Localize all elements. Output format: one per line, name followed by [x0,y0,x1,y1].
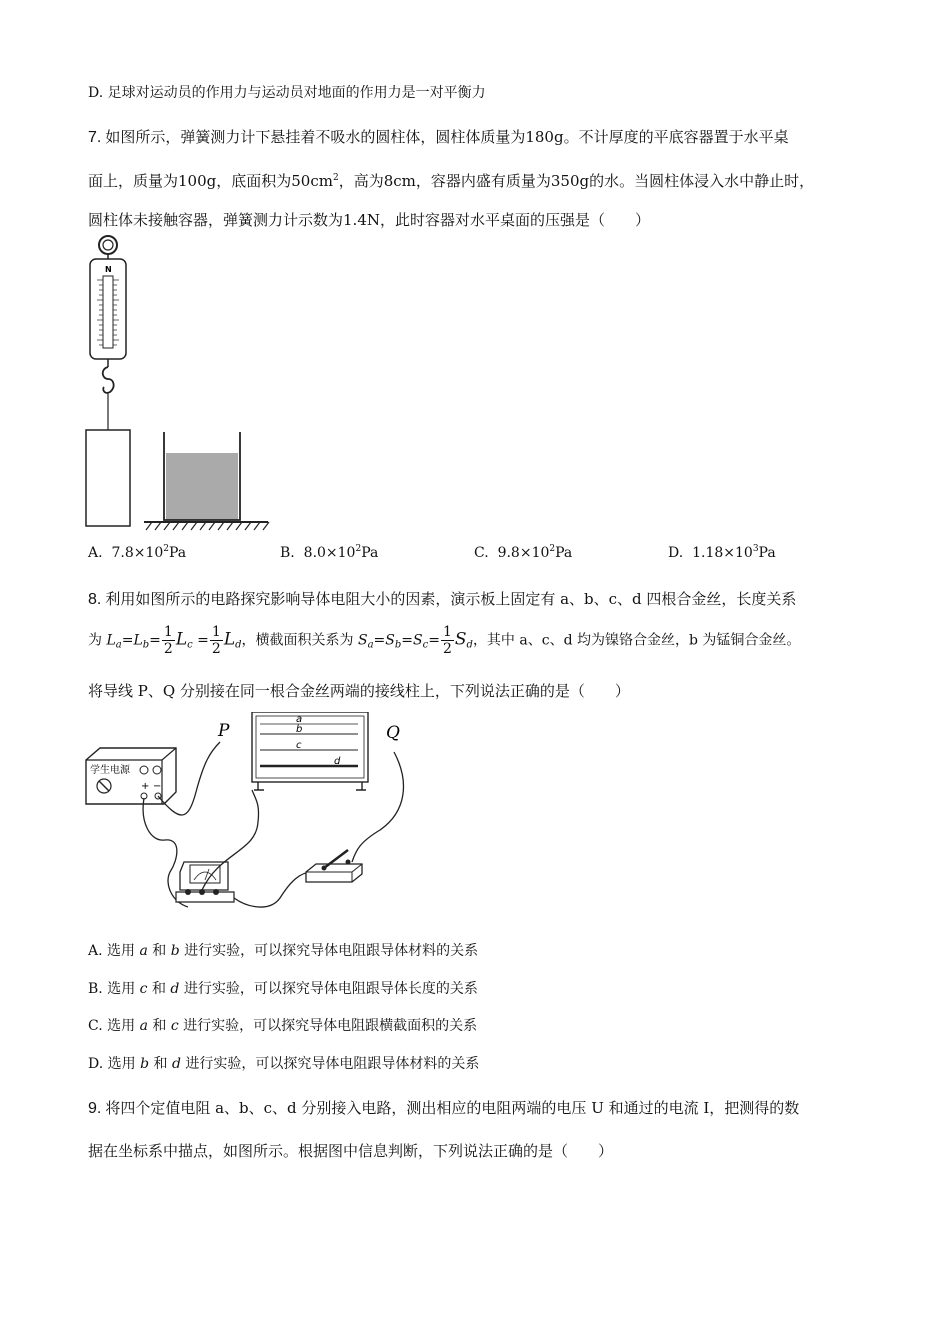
q7-option-b[interactable]: B. $8.0\times 10^2Pa$ [280,544,379,561]
q7-option-d[interactable]: D. $1.18\times 10^3Pa$ [668,544,776,561]
svg-text:+: + [141,781,150,792]
ground-hatching [146,522,269,530]
spring-scale-body [90,259,126,359]
q9-line-2: 据在坐标系中描点，如图所示。根据图中信息判断，下列说法正确的是（ ） [88,1142,614,1160]
q8-number: 8. [88,591,102,608]
q8-line-3: 将导线 P、Q 分别接在同一根合金丝两端的接线柱上，下列说法正确的是（ ） [88,682,630,700]
water [166,453,238,520]
fraction-half: $\frac{1}{2}$ [442,624,452,657]
q8-option-d[interactable]: D. 选用 b 和 d 进行实验，可以探究导体电阻跟导体材料的关系 [88,1056,480,1072]
q7-number: 7. [88,129,102,146]
q7-line-2: 面上，质量为100g，底面积为$50cm^2$，高为8cm，容器内盛有质量为350g的水。当圆柱体浸入水中静止时， [88,172,815,190]
q7-figure [80,232,280,534]
q8-option-c[interactable]: C. 选用 a 和 c 进行实验，可以探究导体电阻跟横截面积的关系 [88,1018,478,1034]
fraction-half: $\frac{1}{2}$ [211,624,221,657]
spring-scale-ticks [97,280,119,345]
spring-scale-ring [99,236,117,254]
wire-ammeter-switch [234,872,312,907]
q8-line-1: 8. 利用如图所示的电路探究影响导体电阻大小的因素，演示板上固定有 a、b、c、d 四根合金丝，长度关系 [88,590,797,608]
switch [306,864,362,882]
q8-option-a[interactable]: A. 选用 a 和 b 进行实验，可以探究导体电阻跟导体材料的关系 [88,943,479,959]
svg-text:c: c [296,740,302,751]
q9-number: 9. [88,1100,102,1117]
scale-unit-label: N [105,265,112,274]
q8-line-2: 为 $L_a=L_b=$ $\frac{1}{2}$ $L_c$ = $\frac{1}{2}$ $L_d$，横截面积关系为 $S_a=S_b=S_c=$ $\frac{1}{2}$ $S_d$，其中 a、c、d 均为镍铬合金丝，b 为锰铜合金丝。 [88,624,801,657]
demo-board [252,712,368,782]
svg-text:a: a [296,714,303,725]
q7-line-1: 7. 如图所示，弹簧测力计下悬挂着不吸水的圆柱体，圆柱体质量为180g。不计厚度的平底容器置于水平桌 [88,128,789,146]
lead-p-label: P [218,721,230,741]
q8-circuit-figure [80,712,420,932]
svg-text:d: d [334,756,341,767]
q8-option-b[interactable]: B. 选用 c 和 d 进行实验，可以探究导体电阻跟导体长度的关系 [88,981,478,997]
q9-line-1: 9. 将四个定值电阻 a、b、c、d 分别接入电路，测出相应的电阻两端的电压 U 和通过的电流 I，把测得的数 [88,1099,800,1117]
spring-scale-hook [103,367,114,393]
wire-supply-ammeter [143,798,188,907]
lead-q-label: Q [386,723,400,743]
q7-option-c[interactable]: C. $9.8\times 10^2Pa$ [474,544,573,561]
fraction-half: $\frac{1}{2}$ [163,624,173,657]
q7-line-3: 圆柱体未接触容器，弹簧测力计示数为1.4N，此时容器对水平桌面的压强是（ ） [88,211,650,229]
power-supply-label: 学生电源 [90,765,130,776]
q6-option-d: D. 足球对运动员的作用力与运动员对地面的作用力是一对平衡力 [88,85,486,101]
svg-text:b: b [296,724,303,735]
q7-option-a[interactable]: A. $7.8\times 10^2Pa$ [88,544,187,561]
cylinder [86,430,130,526]
svg-text:−: − [153,781,162,792]
